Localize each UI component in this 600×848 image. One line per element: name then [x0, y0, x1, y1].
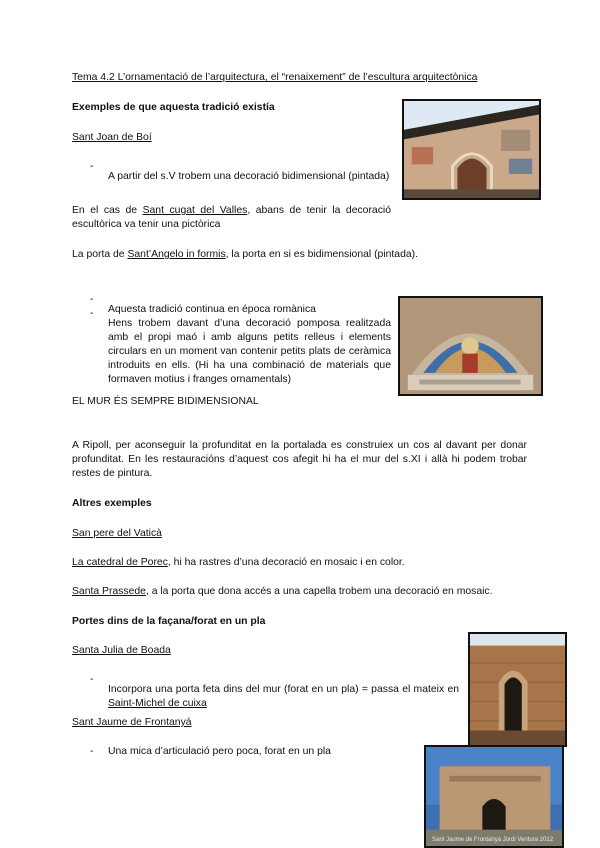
- bullet-marker: -: [90, 294, 94, 305]
- paragraph-porec: [72, 556, 405, 570]
- link-porec: La catedral de Porec: [72, 557, 168, 568]
- paragraph-sant-cugat: [72, 204, 391, 232]
- page-title: Tema 4.2 L’ornamentació de l’arquitectura, el “renaixement” de l’escultura arquitectònica: [72, 72, 478, 83]
- photo-santa-julia: [468, 632, 567, 747]
- bullet-marker: -: [90, 161, 94, 172]
- text-run: , abans de tenir la decoració escultòrica va tenir una pictòrica: [72, 205, 391, 230]
- bullet-tradition: Aquesta tradició continua en época romànica: [108, 304, 316, 316]
- subheading-sant-joan-de-boi: Sant Joan de Boí: [72, 132, 152, 143]
- section-heading-doors: Portes dins de la façana/forat en un pla: [72, 616, 266, 627]
- bullet-boi: A partir del s.V trobem una decoració bidimensional (pintada): [108, 171, 390, 183]
- subheading-sant-jaume: Sant Jaume de Frontanyá: [72, 717, 192, 728]
- link-prassede: Santa Prassede: [72, 586, 146, 597]
- photo-tympanum: [398, 296, 543, 396]
- text-run: , hi ha rastres d’una decoració en mosaic i en color.: [167, 557, 405, 568]
- bullet-marker: -: [90, 674, 94, 685]
- section-heading-examples: Exemples de que aquesta tradició existía: [72, 102, 275, 113]
- photo-sant-jaume: [424, 745, 564, 848]
- bullet-marker: -: [90, 308, 94, 319]
- wall-statement: EL MUR ÉS SEMPRE BIDIMENSIONAL: [72, 396, 259, 407]
- bullet-jaume: Una mica d’articulació pero poca, forat en un pla: [108, 746, 331, 757]
- subheading-santa-julia: Santa Julia de Boada: [72, 645, 171, 656]
- link-saint-michel: Saint-Michel de cuixa: [108, 698, 207, 710]
- photo-caption: Sant Jaume de Frontanyà Jordi Ventura 2012: [432, 837, 554, 843]
- paragraph-prassede: [72, 585, 493, 599]
- text-run: La porta de: [72, 249, 128, 260]
- text-run: En el cas de: [72, 205, 143, 216]
- bullet-julia: [108, 683, 459, 711]
- photo-sant-joan-de-boi: [402, 99, 541, 200]
- link-sant-cugat: Sant cugat del Valles: [142, 205, 248, 216]
- text-run: , la porta en si es bidimensional (pintada).: [225, 249, 418, 260]
- bullet-marker: -: [90, 746, 94, 757]
- link-sant-angelo: Sant’Angelo in formis: [127, 249, 226, 260]
- paragraph-sant-angelo: [72, 248, 418, 262]
- text-run: Incorpora una porta feta dins del mur (forat en un pla) = passa el mateix en: [108, 684, 459, 696]
- bullet-decoration: Hens trobem davant d’una decoració pomposa realitzada amb el propi maó i amb alguns petits relleus i elements circulars en un moment van contenir petits plats de ceràmica introduits en ells. (Hi ha una combinació de materials que formaven motius i franges ornamentals): [108, 318, 391, 386]
- text-run: , a la porta que dona accés a una capella trobem una decoració en mosaic.: [145, 586, 493, 597]
- section-heading-other-examples: Altres exemples: [72, 498, 152, 509]
- paragraph-ripoll: A Ripoll, per aconseguir la profunditat en la portalada es construiex un cos al davant per donar profunditat. En les restauracións d’aquest cos afegit hi ha el mur del s.XI i allà hi podem trobar restes de pintura.: [72, 440, 527, 479]
- subheading-san-pere-vatica: San pere del Vaticà: [72, 528, 162, 539]
